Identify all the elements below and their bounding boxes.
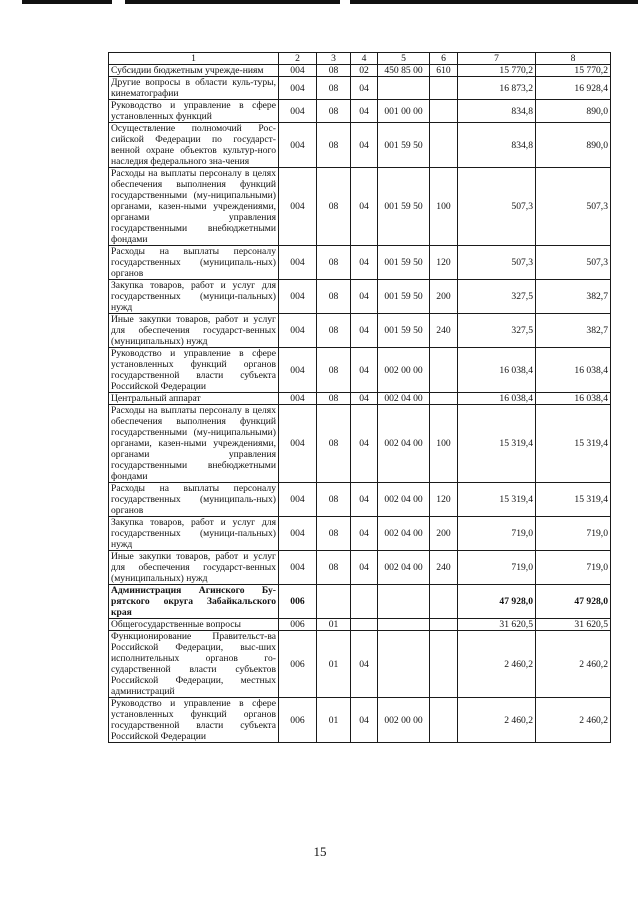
amount-cell: 507,3 xyxy=(458,246,536,280)
section-code-cell: 08 xyxy=(317,314,351,348)
expense-type-cell: 240 xyxy=(430,551,458,585)
expense-type-cell xyxy=(430,123,458,168)
amount-cell: 2 460,2 xyxy=(536,698,611,743)
target-article-cell: 002 00 00 xyxy=(378,698,430,743)
header-cell: 2 xyxy=(279,53,317,65)
section-code-cell: 01 xyxy=(317,619,351,631)
admin-code-cell: 004 xyxy=(279,393,317,405)
expense-type-cell xyxy=(430,631,458,698)
amount-cell: 16 038,4 xyxy=(536,348,611,393)
amount-cell: 16 038,4 xyxy=(458,348,536,393)
amount-cell: 719,0 xyxy=(458,517,536,551)
subsection-code-cell xyxy=(351,619,378,631)
table-row xyxy=(109,65,611,77)
admin-code-cell: 004 xyxy=(279,405,317,483)
table-row xyxy=(109,631,611,698)
amount-cell: 31 620,5 xyxy=(536,619,611,631)
amount-cell: 507,3 xyxy=(536,246,611,280)
table-row xyxy=(109,348,611,393)
header-cell: 7 xyxy=(458,53,536,65)
header-cell: 4 xyxy=(351,53,378,65)
expense-type-cell: 200 xyxy=(430,517,458,551)
expense-type-cell xyxy=(430,585,458,619)
section-code-cell: 08 xyxy=(317,280,351,314)
expense-type-cell: 100 xyxy=(430,168,458,246)
section-code-cell: 08 xyxy=(317,405,351,483)
header-cell: 3 xyxy=(317,53,351,65)
admin-code-cell: 004 xyxy=(279,77,317,100)
admin-code-cell: 004 xyxy=(279,123,317,168)
admin-code-cell: 006 xyxy=(279,631,317,698)
admin-code-cell: 004 xyxy=(279,348,317,393)
amount-cell: 16 038,4 xyxy=(458,393,536,405)
subsection-code-cell: 04 xyxy=(351,100,378,123)
admin-code-cell: 006 xyxy=(279,619,317,631)
target-article-cell xyxy=(378,619,430,631)
expense-type-cell: 200 xyxy=(430,280,458,314)
subsection-code-cell xyxy=(351,585,378,619)
table-row xyxy=(109,123,611,168)
row-name-cell: Центральный аппарат xyxy=(109,393,279,405)
row-name-cell: Расходы на выплаты персоналу государственных (муниципаль-ных) органов xyxy=(109,483,279,517)
scan-edge-mark xyxy=(125,0,340,4)
section-code-cell: 08 xyxy=(317,393,351,405)
amount-cell: 15 770,2 xyxy=(536,65,611,77)
table-row xyxy=(109,405,611,483)
amount-cell: 890,0 xyxy=(536,100,611,123)
row-name-cell: Функционирование Правительст-ва Российской Федерации, выс-ших исполнительных органов го-сударственной власти субъектов Российской Федерации, местных администраций xyxy=(109,631,279,698)
target-article-cell: 001 59 50 xyxy=(378,168,430,246)
amount-cell: 2 460,2 xyxy=(458,698,536,743)
target-article-cell: 002 04 00 xyxy=(378,393,430,405)
table-row xyxy=(109,619,611,631)
subsection-code-cell: 04 xyxy=(351,517,378,551)
admin-code-cell: 006 xyxy=(279,585,317,619)
admin-code-cell: 006 xyxy=(279,698,317,743)
subsection-code-cell: 04 xyxy=(351,551,378,585)
subsection-code-cell: 04 xyxy=(351,631,378,698)
section-code-cell: 01 xyxy=(317,631,351,698)
table-row xyxy=(109,77,611,100)
subsection-code-cell: 04 xyxy=(351,483,378,517)
admin-code-cell: 004 xyxy=(279,100,317,123)
section-code-cell: 08 xyxy=(317,168,351,246)
row-name-cell: Расходы на выплаты персоналу в целях обеспечения выполнения функций государственными (му-ниципальными) органами, казен-ными учреждениями, органами управления государственными внебюджетными фондами xyxy=(109,405,279,483)
expense-type-cell xyxy=(430,348,458,393)
admin-code-cell: 004 xyxy=(279,517,317,551)
table-row xyxy=(109,168,611,246)
subsection-code-cell: 04 xyxy=(351,393,378,405)
header-cell: 6 xyxy=(430,53,458,65)
row-name-cell: Администрация Агинского Бу-рятского округа Забайкальского края xyxy=(109,585,279,619)
amount-cell: 382,7 xyxy=(536,314,611,348)
amount-cell: 15 319,4 xyxy=(536,405,611,483)
row-name-cell: Руководство и управление в сфере установленных функций органов государственной власти субъекта Российской Федерации xyxy=(109,348,279,393)
row-name-cell: Иные закупки товаров, работ и услуг для обеспечения государст-венных (муниципальных) нужд xyxy=(109,314,279,348)
subsection-code-cell: 04 xyxy=(351,280,378,314)
section-code-cell: 08 xyxy=(317,246,351,280)
section-code-cell: 08 xyxy=(317,123,351,168)
subsection-code-cell: 04 xyxy=(351,77,378,100)
target-article-cell: 002 04 00 xyxy=(378,483,430,517)
amount-cell: 15 319,4 xyxy=(458,483,536,517)
amount-cell: 15 770,2 xyxy=(458,65,536,77)
section-code-cell: 08 xyxy=(317,483,351,517)
target-article-cell: 001 59 50 xyxy=(378,314,430,348)
expense-type-cell xyxy=(430,698,458,743)
admin-code-cell: 004 xyxy=(279,65,317,77)
section-code-cell: 08 xyxy=(317,65,351,77)
admin-code-cell: 004 xyxy=(279,551,317,585)
table-row xyxy=(109,551,611,585)
target-article-cell xyxy=(378,77,430,100)
table-row xyxy=(109,246,611,280)
row-name-cell: Закупка товаров, работ и услуг для государственных (муници-пальных) нужд xyxy=(109,280,279,314)
amount-cell: 719,0 xyxy=(536,517,611,551)
amount-cell: 719,0 xyxy=(458,551,536,585)
target-article-cell: 002 04 00 xyxy=(378,517,430,551)
subsection-code-cell: 04 xyxy=(351,348,378,393)
admin-code-cell: 004 xyxy=(279,280,317,314)
target-article-cell xyxy=(378,585,430,619)
row-name-cell: Общегосударственные вопросы xyxy=(109,619,279,631)
amount-cell: 507,3 xyxy=(536,168,611,246)
section-code-cell: 08 xyxy=(317,100,351,123)
header-cell: 8 xyxy=(536,53,611,65)
amount-cell: 15 319,4 xyxy=(458,405,536,483)
target-article-cell: 002 00 00 xyxy=(378,348,430,393)
target-article-cell: 001 59 50 xyxy=(378,280,430,314)
admin-code-cell: 004 xyxy=(279,168,317,246)
section-code-cell: 08 xyxy=(317,348,351,393)
table-row xyxy=(109,393,611,405)
subsection-code-cell: 04 xyxy=(351,698,378,743)
table-row xyxy=(109,517,611,551)
table-row xyxy=(109,585,611,619)
amount-cell: 890,0 xyxy=(536,123,611,168)
section-code-cell xyxy=(317,585,351,619)
table-row xyxy=(109,314,611,348)
expense-type-cell xyxy=(430,100,458,123)
scan-edge-mark xyxy=(22,0,112,4)
subsection-code-cell: 04 xyxy=(351,246,378,280)
section-code-cell: 08 xyxy=(317,517,351,551)
amount-cell: 507,3 xyxy=(458,168,536,246)
row-name-cell: Иные закупки товаров, работ и услуг для обеспечения государст-венных (муниципальных) нужд xyxy=(109,551,279,585)
amount-cell: 2 460,2 xyxy=(458,631,536,698)
row-name-cell: Расходы на выплаты персоналу государственных (муниципаль-ных) органов xyxy=(109,246,279,280)
target-article-cell: 001 59 50 xyxy=(378,123,430,168)
table-row xyxy=(109,483,611,517)
row-name-cell: Осуществление полномочий Рос-сийской Федерации по государст-венной охране объектов культур-ного наследия федерального зна-чения xyxy=(109,123,279,168)
subsection-code-cell: 04 xyxy=(351,405,378,483)
amount-cell: 327,5 xyxy=(458,280,536,314)
admin-code-cell: 004 xyxy=(279,314,317,348)
target-article-cell: 002 04 00 xyxy=(378,405,430,483)
row-name-cell: Другие вопросы в области куль-туры, кинематографии xyxy=(109,77,279,100)
admin-code-cell: 004 xyxy=(279,246,317,280)
amount-cell: 382,7 xyxy=(536,280,611,314)
header-cell: 1 xyxy=(109,53,279,65)
target-article-cell xyxy=(378,631,430,698)
row-name-cell: Руководство и управление в сфере установленных функций органов государственной власти субъекта Российской Федерации xyxy=(109,698,279,743)
section-code-cell: 08 xyxy=(317,551,351,585)
amount-cell: 834,8 xyxy=(458,123,536,168)
budget-table xyxy=(108,52,611,743)
expense-type-cell: 610 xyxy=(430,65,458,77)
table-row xyxy=(109,100,611,123)
expense-type-cell: 240 xyxy=(430,314,458,348)
row-name-cell: Закупка товаров, работ и услуг для государственных (муници-пальных) нужд xyxy=(109,517,279,551)
amount-cell: 31 620,5 xyxy=(458,619,536,631)
expense-type-cell: 120 xyxy=(430,246,458,280)
row-name-cell: Руководство и управление в сфере установленных функций xyxy=(109,100,279,123)
subsection-code-cell: 02 xyxy=(351,65,378,77)
row-name-cell: Расходы на выплаты персоналу в целях обеспечения выполнения функций государственными (му-ниципальными) органами, казен-ными учреждениями, органами управления государственными внебюджетными фондами xyxy=(109,168,279,246)
amount-cell: 719,0 xyxy=(536,551,611,585)
amount-cell: 16 928,4 xyxy=(536,77,611,100)
amount-cell: 47 928,0 xyxy=(458,585,536,619)
target-article-cell: 450 85 00 xyxy=(378,65,430,77)
amount-cell: 47 928,0 xyxy=(536,585,611,619)
target-article-cell: 001 00 00 xyxy=(378,100,430,123)
expense-type-cell xyxy=(430,77,458,100)
section-code-cell: 08 xyxy=(317,77,351,100)
subsection-code-cell: 04 xyxy=(351,123,378,168)
amount-cell: 16 873,2 xyxy=(458,77,536,100)
table-row xyxy=(109,698,611,743)
page-number: 15 xyxy=(313,844,327,859)
subsection-code-cell: 04 xyxy=(351,168,378,246)
section-code-cell: 01 xyxy=(317,698,351,743)
subsection-code-cell: 04 xyxy=(351,314,378,348)
table-row xyxy=(109,280,611,314)
target-article-cell: 002 04 00 xyxy=(378,551,430,585)
amount-cell: 834,8 xyxy=(458,100,536,123)
expense-type-cell: 120 xyxy=(430,483,458,517)
amount-cell: 327,5 xyxy=(458,314,536,348)
amount-cell: 2 460,2 xyxy=(536,631,611,698)
expense-type-cell: 100 xyxy=(430,405,458,483)
expense-type-cell xyxy=(430,393,458,405)
row-name-cell: Субсидии бюджетным учрежде-ниям xyxy=(109,65,279,77)
amount-cell: 15 319,4 xyxy=(536,483,611,517)
expense-type-cell xyxy=(430,619,458,631)
header-row xyxy=(109,53,611,65)
header-cell: 5 xyxy=(378,53,430,65)
scan-edge-mark xyxy=(350,0,638,4)
target-article-cell: 001 59 50 xyxy=(378,246,430,280)
amount-cell: 16 038,4 xyxy=(536,393,611,405)
admin-code-cell: 004 xyxy=(279,483,317,517)
